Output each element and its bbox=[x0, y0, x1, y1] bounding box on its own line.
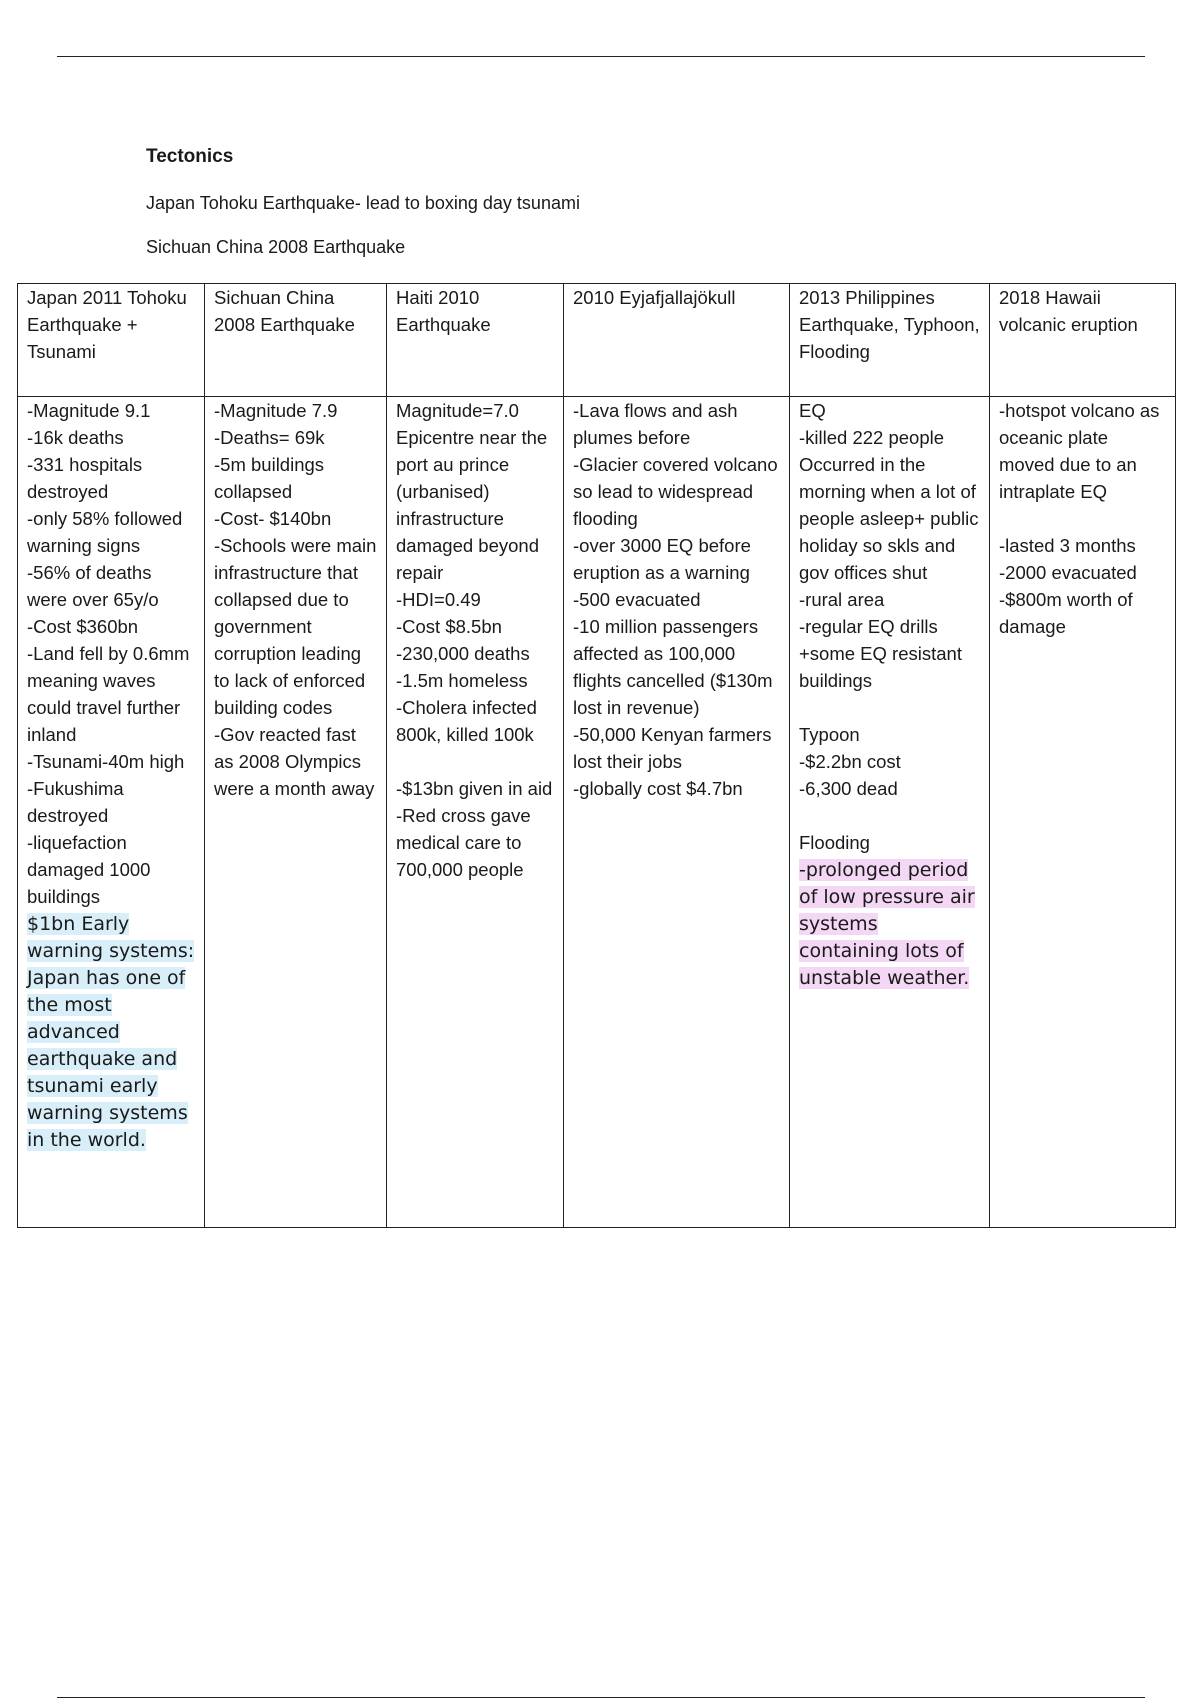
table-header-row bbox=[18, 284, 1176, 397]
japan-fact: -16k deaths bbox=[27, 427, 124, 448]
intro-line-sichuan: Sichuan China 2008 Earthquake bbox=[146, 237, 406, 257]
cell-sichuan bbox=[205, 397, 387, 1228]
hawaii-impact-fact: -2000 evacuated bbox=[999, 562, 1137, 583]
haiti-fact: -HDI=0.49 bbox=[396, 589, 481, 610]
haiti-fact: infrastructure damaged beyond repair bbox=[396, 508, 539, 583]
sichuan-fact: -Schools were main infrastructure that collapsed due to government corruption leading to lack of enforced building codes bbox=[214, 535, 377, 718]
sichuan-fact: -Cost- $140bn bbox=[214, 508, 332, 529]
hawaii-fact: -hotspot volcano as oceanic plate moved due to an intraplate EQ bbox=[999, 400, 1160, 502]
japan-fact: -Magnitude 9.1 bbox=[27, 400, 151, 421]
philippines-typhoon-fact: Typoon bbox=[799, 724, 860, 745]
intro-line-japan: Japan Tohoku Earthquake- lead to boxing day tsunami bbox=[146, 193, 580, 213]
table-row bbox=[18, 397, 1176, 1228]
haiti-aid-fact: -Red cross gave medical care to 700,000 people bbox=[396, 805, 531, 880]
haiti-fact: -Cost $8.5bn bbox=[396, 616, 502, 637]
hawaii-impact-fact: -lasted 3 months bbox=[999, 535, 1136, 556]
iceland-fact: -globally cost $4.7bn bbox=[573, 778, 743, 799]
iceland-fact: -10 million passengers affected as 100,000 flights cancelled ($130m lost in revenue) bbox=[573, 616, 773, 718]
iceland-fact: -Glacier covered volcano so lead to widespread flooding bbox=[573, 454, 778, 529]
cell-hawaii bbox=[990, 397, 1176, 1228]
japan-fact: -Land fell by 0.6mm meaning waves could travel further inland bbox=[27, 643, 190, 745]
japan-fact: -56% of deaths were over 65y/o bbox=[27, 562, 159, 610]
header-iceland: 2010 Eyjafjallajökull bbox=[564, 284, 790, 397]
footer-rule bbox=[57, 1697, 1145, 1698]
philippines-typhoon-fact: -6,300 dead bbox=[799, 778, 898, 799]
japan-fact: -Fukushima destroyed bbox=[27, 778, 124, 826]
japan-fact: -liquefaction damaged 1000 buildings bbox=[27, 832, 151, 907]
header-philippines: 2013 Philippines Earthquake, Typhoon, Flooding bbox=[790, 284, 990, 397]
iceland-fact: -500 evacuated bbox=[573, 589, 701, 610]
philippines-flooding-highlight: -prolonged period of low pressure air systems containing lots of unstable weather. bbox=[799, 859, 975, 989]
philippines-eq-fact: EQ bbox=[799, 400, 826, 421]
header-rule bbox=[57, 56, 1145, 57]
iceland-fact: -over 3000 EQ before eruption as a warning bbox=[573, 535, 751, 583]
philippines-flooding-label: Flooding bbox=[799, 832, 870, 853]
japan-fact: -331 hospitals destroyed bbox=[27, 454, 143, 502]
haiti-fact: -Cholera infected 800k, killed 100k bbox=[396, 697, 537, 745]
japan-fact: -Cost $360bn bbox=[27, 616, 139, 637]
haiti-fact: Magnitude=7.0 bbox=[396, 400, 519, 421]
sichuan-fact: -5m buildings collapsed bbox=[214, 454, 325, 502]
header-sichuan: Sichuan China 2008 Earthquake bbox=[205, 284, 387, 397]
iceland-fact: -Lava flows and ash plumes before bbox=[573, 400, 738, 448]
sichuan-fact: -Magnitude 7.9 bbox=[214, 400, 338, 421]
hawaii-impact-fact: -$800m worth of damage bbox=[999, 589, 1133, 637]
header-hawaii: 2018 Hawaii volcanic eruption bbox=[990, 284, 1176, 397]
iceland-fact: -50,000 Kenyan farmers lost their jobs bbox=[573, 724, 772, 772]
cell-haiti bbox=[387, 397, 564, 1228]
haiti-fact: -230,000 deaths bbox=[396, 643, 530, 664]
cell-philippines bbox=[790, 397, 990, 1228]
page-title: Tectonics bbox=[146, 146, 234, 167]
philippines-eq-fact: -killed 222 people bbox=[799, 427, 945, 448]
sichuan-fact: -Gov reacted fast as 2008 Olympics were a month away bbox=[214, 724, 375, 799]
japan-fact: -only 58% followed warning signs bbox=[27, 508, 183, 556]
japan-highlight-note: $1bn Early warning systems: Japan has one of the most advanced earthquake and tsunami early warning systems in the world. bbox=[27, 913, 195, 1151]
philippines-eq-fact: Occurred in the morning when a lot of people asleep+ public holiday so skls and gov offices shut bbox=[799, 454, 979, 583]
japan-fact: -Tsunami-40m high bbox=[27, 751, 185, 772]
cell-iceland bbox=[564, 397, 790, 1228]
haiti-fact: Epicentre near the port au prince (urbanised) bbox=[396, 427, 548, 502]
cell-japan bbox=[18, 397, 205, 1228]
philippines-eq-fact: -rural area bbox=[799, 589, 885, 610]
sichuan-fact: -Deaths= 69k bbox=[214, 427, 325, 448]
haiti-fact: -1.5m homeless bbox=[396, 670, 528, 691]
header-japan: Japan 2011 Tohoku Earthquake + Tsunami bbox=[18, 284, 205, 397]
case-study-table bbox=[17, 283, 1176, 1228]
haiti-aid-fact: -$13bn given in aid bbox=[396, 778, 553, 799]
header-haiti: Haiti 2010 Earthquake bbox=[387, 284, 564, 397]
philippines-typhoon-fact: -$2.2bn cost bbox=[799, 751, 901, 772]
philippines-eq-fact: -regular EQ drills +some EQ resistant buildings bbox=[799, 616, 962, 691]
